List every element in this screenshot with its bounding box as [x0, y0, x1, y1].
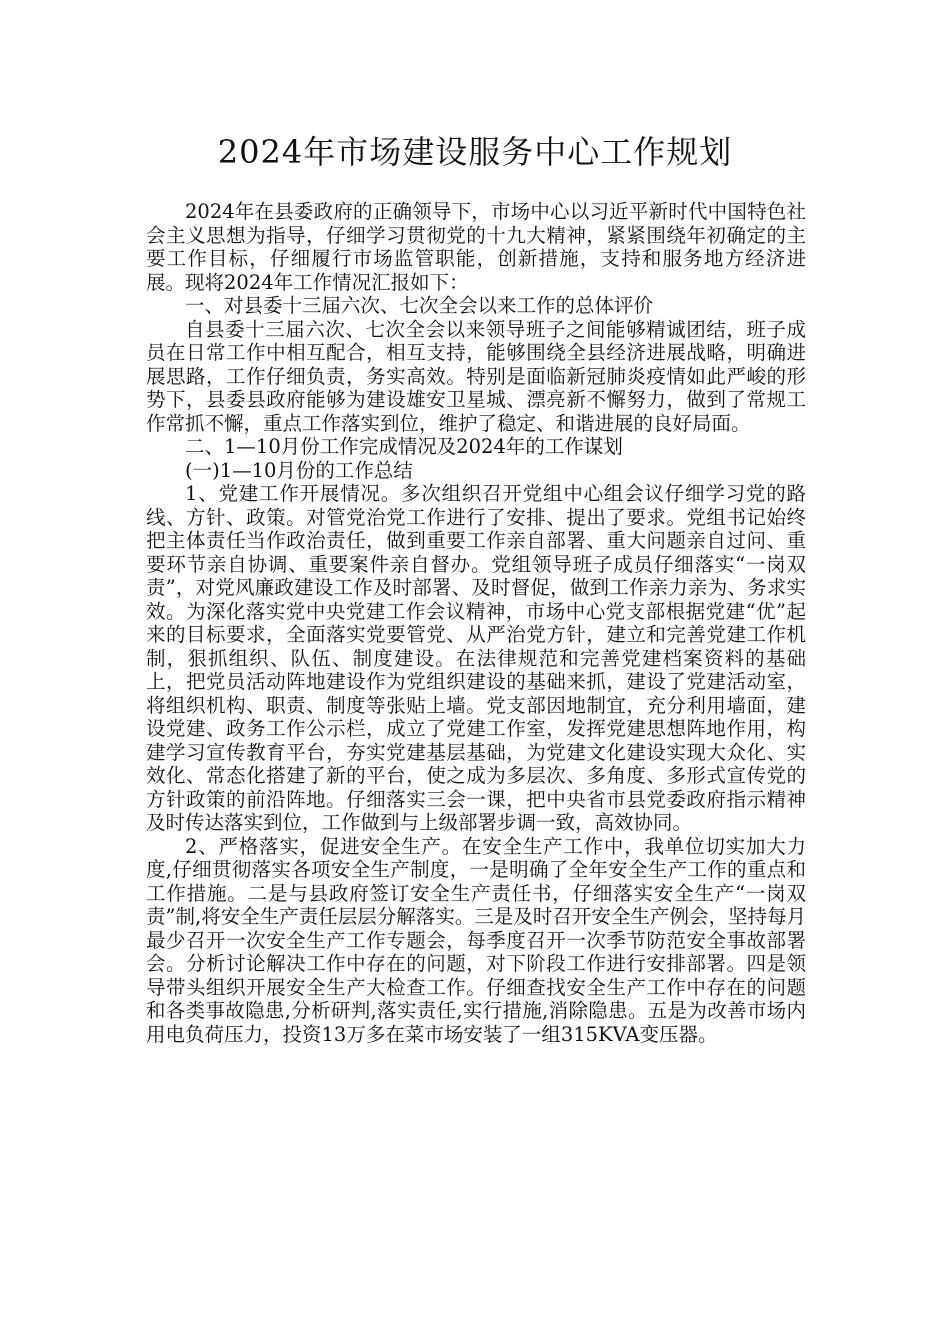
document-title: 2024年市场建设服务中心工作规划: [217, 133, 733, 171]
section-heading-2: 二、1—10月份工作完成情况及2024年的工作谋划: [185, 435, 623, 458]
paragraph-safety-production: 2、严格落实，促进安全生产。在安全生产工作中，我单位切实加大力度,仔细贯彻落实各项安全生产制度，一是明确了全年安全生产工作的重点和工作措施。二是与县政府签订安全生产责任书，仔细落实安全生产“一岗双责”制,将安全生产责任层层分解落实。三是及时召开安全生产例会，坚持每月最少召开一次安全生产工作专题会，每季度召开一次季节防范安全事故部署会。分析讨论解决工作中存在的问题，对下阶段工作进行安排部署。四是领导带头组织开展安全生产大检查工作。仔细查找安全生产工作中存在的问题和各类事故隐患,分析研判,落实责任,实行措施,消除隐患。五是为改善市场内用电负荷压力，投资13万多在菜市场安装了一组315KVA变压器。: [146, 834, 806, 1046]
section-heading-1: 一、对县委十三届六次、七次全会以来工作的总体评价: [185, 294, 654, 317]
document-body: [146, 200, 806, 1046]
subsection-heading-1: (一)1—10月份的工作总结: [185, 458, 413, 482]
paragraph-intro: 2024年在县委政府的正确领导下，市场中心以习近平新时代中国特色社会主义思想为指导，仔细学习贯彻党的十九大精神，紧紧围绕年初确定的主要工作目标，仔细履行市场监管职能，创新措施，支持和服务地方经济进展。现将2024年工作情况汇报如下：: [146, 200, 806, 294]
paragraph-party-building: 1、党建工作开展情况。多次组织召开党组中心组会议仔细学习党的路线、方针、政策。对管党治党工作进行了安排、提出了要求。党组书记始终把主体责任当作政治责任，做到重要工作亲自部署、重大问题亲自过问、重要环节亲自协调、重要案件亲自督办。党组领导班子成员仔细落实“一岗双责”，对党风廉政建设工作及时部署、及时督促，做到工作亲力亲为、务求实效。为深化落实党中央党建工作会议精神，市场中心党支部根据党建“优”起来的目标要求，全面落实党要管党、从严治党方针，建立和完善党建工作机制，狠抓组织、队伍、制度建设。在法律规范和完善党建档案资料的基础上，把党员活动阵地建设作为党组织建设的基础来抓，建设了党建活动室，将组织机构、职责、制度等张贴上墙。党支部因地制宜，充分利用墙面，建设党建、政务工作公示栏，成立了党建工作室，发挥党建思想阵地作用，构建学习宣传教育平台，夯实党建基层基础，为党建文化建设实现大众化、实效化、常态化搭建了新的平台，使之成为多层次、多角度、多形式宣传党的方针政策的前沿阵地。仔细落实三会一课，把中央省市县党委政府指示精神及时传达落实到位，工作做到与上级部署步调一致，高效协同。: [146, 482, 806, 834]
paragraph-evaluation: 自县委十三届六次、七次全会以来领导班子之间能够精诚团结，班子成员在日常工作中相互配合，相互支持，能够围绕全县经济进展战略，明确进展思路，工作仔细负责，务实高效。特别是面临新冠肺炎疫情如此严峻的形势下，县委县政府能够为建设雄安卫星城、漂亮新不懈努力，做到了常规工作常抓不懈，重点工作落实到位，维护了稳定、和谐进展的良好局面。: [146, 317, 806, 435]
